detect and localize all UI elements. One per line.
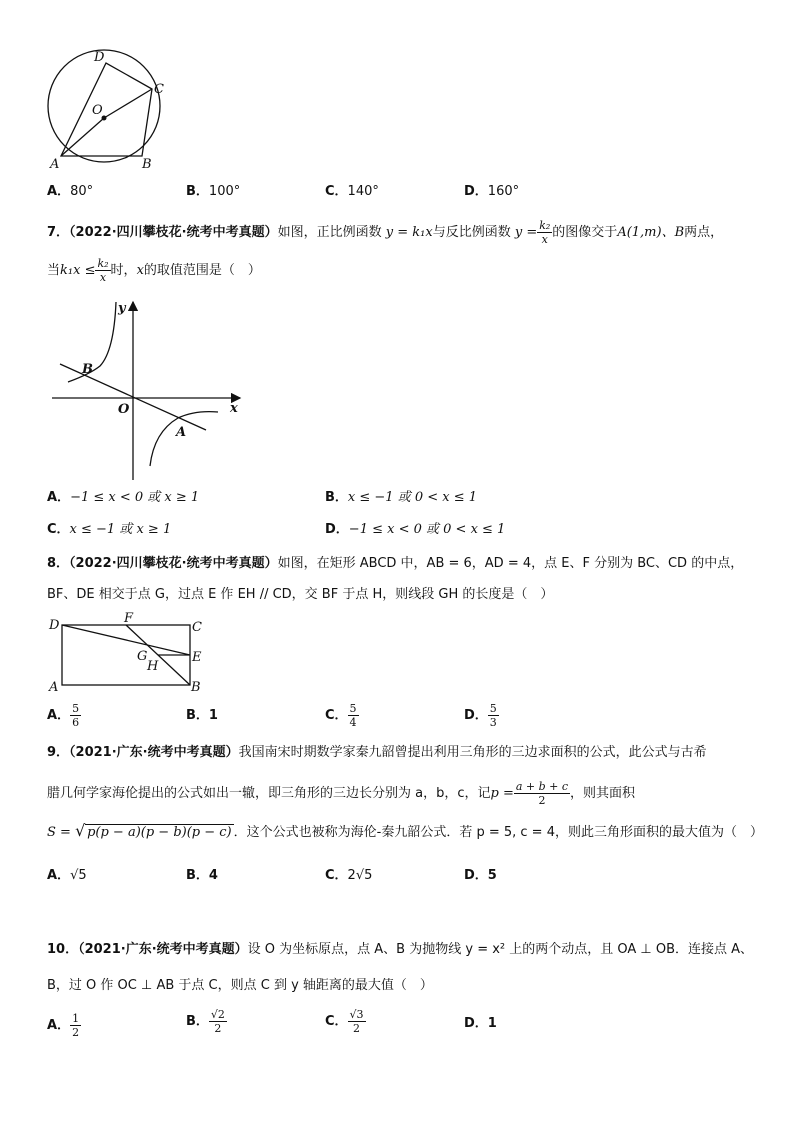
q10-option-a[interactable]: A． $\frac{1}{2}$ [47,1012,80,1039]
segment-OA [61,118,104,156]
q7-stem-line2: 当k₁x ≤ $\frac{\text{k₂}}{x}$ 时，x的取值范围是（ ） [47,257,261,284]
q8-option-a[interactable]: A． $\frac{5}{6}$ [47,702,80,729]
q8-option-d[interactable]: D． $\frac{5}{3}$ [464,702,497,729]
q10-option-b[interactable]: B． $\frac{√2}{2}$ [186,1008,225,1035]
label-O: O [118,402,130,417]
label-x: x [230,401,238,416]
q9-option-c[interactable]: C．2√5 [325,868,373,883]
label-B: B [191,680,201,695]
q9-stem-line2: 腊几何学家海伦提出的公式如出一辙，即三角形的三边长分别为 a，b，c，记p = $\frac{a + b + c}{2}$ ，则其面积 [47,780,636,807]
q8-stem-line1: 8．（2022·四川攀枝花·统考中考真题）如图，在矩形 ABCD 中，AB = 6，AD = 4，点 E、F 分别为 BC、CD 的中点， [47,556,744,571]
q9-option-b[interactable]: B．4 [186,868,218,883]
quadrilateral-ABCD [61,63,152,156]
q10-option-d[interactable]: D．1 [464,1016,497,1031]
q7-function-graph [50,296,250,484]
q7-option-a[interactable]: A．−1 ≤ x < 0 或 x ≥ 1 [47,490,200,505]
q8-stem-line2: BF、DE 相交于点 G，过点 E 作 EH // CD，交 BF 于点 H，则线段 GH 的长度是（ ） [47,587,554,602]
label-B: B [82,362,93,377]
label-F: F [124,612,134,626]
q8-option-b[interactable]: B．1 [186,708,218,723]
label-D: D [94,50,105,65]
q6-circle-figure [44,48,174,173]
label-A: A [49,680,59,695]
q7-option-b[interactable]: B．x ≤ −1 或 0 < x ≤ 1 [325,490,478,505]
label-E: E [192,650,202,665]
label-B: B [142,157,152,172]
label-H: H [147,659,159,674]
q7-stem-line1: 7．（2022·四川攀枝花·统考中考真题）如图，正比例函数 y = k₁x与反比例函数 y = $\frac{\text{k₂}}{x}$ 的图像交于A(1,m)、B两点， [47,219,724,246]
q6-option-c[interactable]: C．140° [325,184,379,199]
label-y: y [118,301,126,316]
q6-option-b[interactable]: B．100° [186,184,241,199]
q6-option-d[interactable]: D．160° [464,184,520,199]
segment-DE [62,625,190,655]
q7-option-c[interactable]: C．x ≤ −1 或 x ≥ 1 [47,522,172,537]
label-O: O [92,103,103,118]
q8-rectangle-figure [46,612,214,698]
q9-option-d[interactable]: D．5 [464,868,497,883]
label-D: D [49,618,60,633]
label-C: C [154,82,164,97]
label-A: A [176,425,187,440]
q9-stem-line3: S = √ p(p − a)(p − b)(p − c) ．这个公式也被称为海伦-秦九韶公式．若 p = 5, c = 4，则此三角形面积的最大值为（ ） [47,821,763,840]
label-A: A [50,157,60,172]
q10-option-c[interactable]: C． $\frac{√3}{2}$ [325,1008,364,1035]
segment-OC [104,89,152,118]
q8-option-c[interactable]: C． $\frac{5}{4}$ [325,702,357,729]
q9-stem-line1: 9．（2021·广东·统考中考真题）我国南宋时期数学家秦九韶曾提出利用三角形的三边求面积的公式，此公式与古希 [47,745,707,760]
q9-option-a[interactable]: A．√5 [47,868,87,883]
label-C: C [192,620,202,635]
q7-option-d[interactable]: D．−1 ≤ x < 0 或 0 < x ≤ 1 [325,522,506,537]
label-G: G [137,649,148,664]
q10-stem-line2: B，过 O 作 OC ⊥ AB 于点 C，则点 C 到 y 轴距离的最大值（ ） [47,978,433,993]
q6-option-a[interactable]: A．80° [47,184,94,199]
q10-stem-line1: 10．（2021·广东·统考中考真题）设 O 为坐标原点，点 A、B 为抛物线 y = x² 上的两个动点，且 OA ⊥ OB．连接点 A、 [47,942,754,957]
